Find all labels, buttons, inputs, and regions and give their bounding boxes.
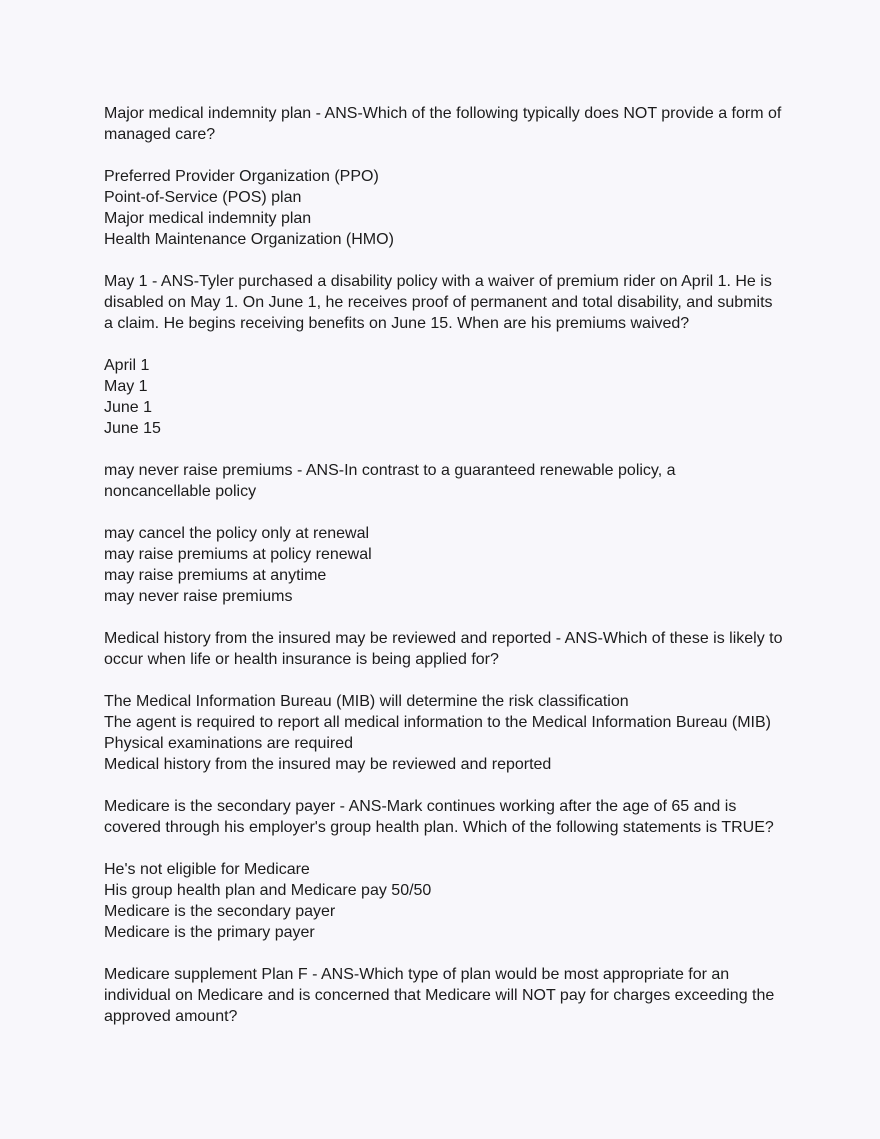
text-line: individual on Medicare and is concerned that Medicare will NOT pay for charges exceeding the (104, 987, 775, 1004)
text-line: disabled on May 1. On June 1, he receives proof of permanent and total disability, and submits (104, 294, 773, 311)
option-line: May 1 (104, 378, 148, 395)
text-line: Medicare supplement Plan F - ANS-Which type of plan would be most appropriate for an (104, 966, 730, 983)
option-line: Physical examinations are required (104, 735, 354, 752)
text-line: occur when life or health insurance is being applied for? (104, 651, 499, 668)
document-page (104, 103, 794, 1048)
option-line: Point-of-Service (POS) plan (104, 189, 302, 206)
option-line: may raise premiums at anytime (104, 567, 327, 584)
options-block (104, 691, 794, 775)
option-line: may raise premiums at policy renewal (104, 546, 372, 563)
question-block (104, 964, 794, 1027)
text-line: May 1 - ANS-Tyler purchased a disability policy with a waiver of premium rider on April 1. He is (104, 273, 772, 290)
option-line: may never raise premiums (104, 588, 293, 605)
option-line: June 1 (104, 399, 153, 416)
text-line: managed care? (104, 126, 216, 143)
text-line: a claim. He begins receiving benefits on June 15. When are his premiums waived? (104, 315, 690, 332)
question-block (104, 103, 794, 145)
options-block (104, 355, 794, 439)
option-line: Medical history from the insured may be reviewed and reported (104, 756, 552, 773)
option-line: Health Maintenance Organization (HMO) (104, 231, 394, 248)
option-line: Medicare is the secondary payer (104, 903, 336, 920)
option-line: Medicare is the primary payer (104, 924, 315, 941)
option-line: may cancel the policy only at renewal (104, 525, 370, 542)
text-line: covered through his employer's group health plan. Which of the following statements is TRUE? (104, 819, 774, 836)
option-line: His group health plan and Medicare pay 50/50 (104, 882, 432, 899)
option-line: The agent is required to report all medical information to the Medical Information Bureau (MIB) (104, 714, 771, 731)
option-line: The Medical Information Bureau (MIB) will determine the risk classification (104, 693, 629, 710)
text-line: noncancellable policy (104, 483, 257, 500)
option-line: Preferred Provider Organization (PPO) (104, 168, 379, 185)
options-block (104, 166, 794, 250)
text-line: Medicare is the secondary payer - ANS-Mark continues working after the age of 65 and is (104, 798, 737, 815)
text-line: approved amount? (104, 1008, 238, 1025)
question-block (104, 271, 794, 334)
question-block (104, 796, 794, 838)
text-line: Medical history from the insured may be reviewed and reported - ANS-Which of these is likely to (104, 630, 783, 647)
text-line: may never raise premiums - ANS-In contrast to a guaranteed renewable policy, a (104, 462, 676, 479)
options-block (104, 523, 794, 607)
question-block (104, 460, 794, 502)
option-line: He's not eligible for Medicare (104, 861, 310, 878)
question-block (104, 628, 794, 670)
text-line: Major medical indemnity plan - ANS-Which of the following typically does NOT provide a form of (104, 105, 782, 122)
option-line: June 15 (104, 420, 161, 437)
option-line: April 1 (104, 357, 150, 374)
options-block (104, 859, 794, 943)
option-line: Major medical indemnity plan (104, 210, 312, 227)
